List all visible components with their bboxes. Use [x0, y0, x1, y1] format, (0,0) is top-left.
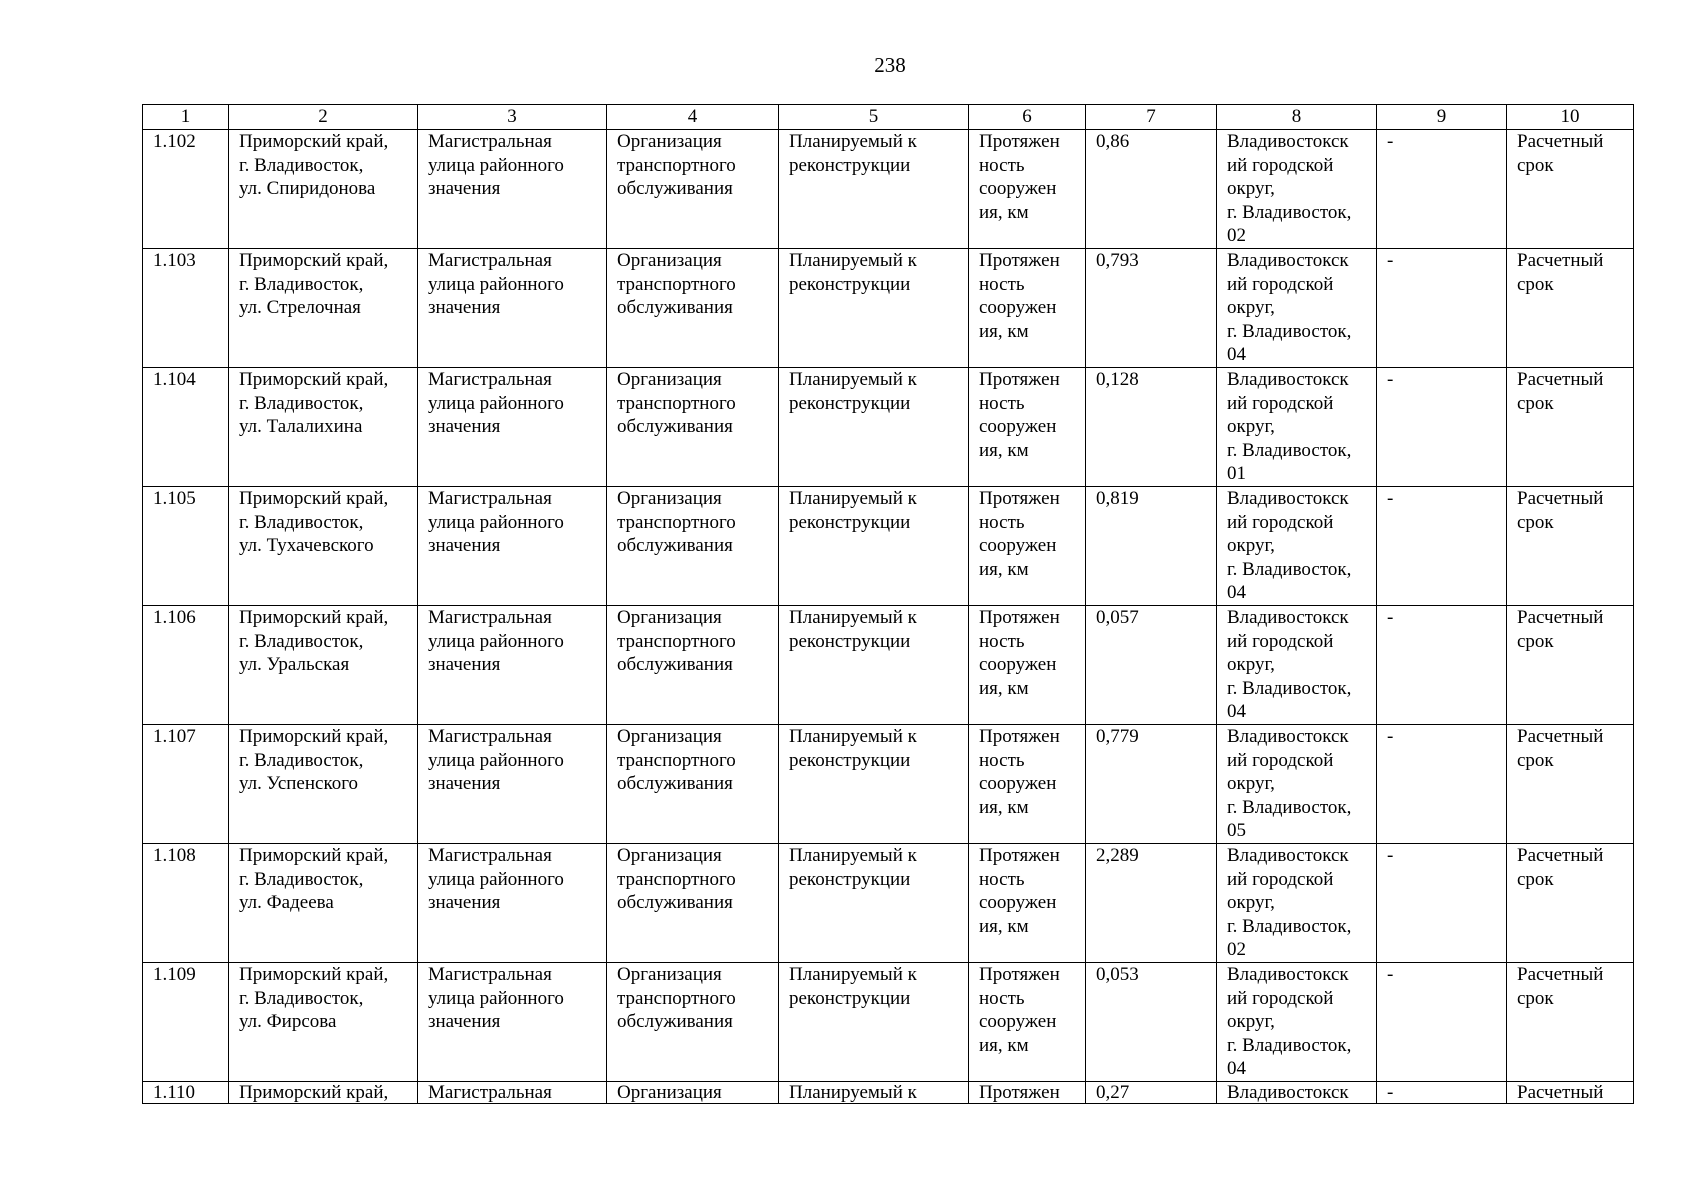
column-9-cell: - — [1377, 249, 1507, 368]
characteristic-cell: Протяжен ность сооружен ия, км — [969, 844, 1086, 963]
location-cell: Приморский край, г. Владивосток, ул. Стрелочная — [229, 249, 418, 368]
characteristic-cell: Протяжен — [969, 1082, 1086, 1104]
status-cell: Планируемый к реконструкции — [779, 368, 969, 487]
location-cell: Приморский край, — [229, 1082, 418, 1104]
table-row — [143, 844, 1634, 963]
value-cell: 2,289 — [1086, 844, 1217, 963]
purpose-cell: Организация — [607, 1082, 779, 1104]
table-row — [143, 249, 1634, 368]
location-cell: Приморский край, г. Владивосток, ул. Спиридонова — [229, 130, 418, 249]
column-9-cell: - — [1377, 606, 1507, 725]
row-number-cell: 1.106 — [143, 606, 229, 725]
column-header: 1 — [143, 105, 229, 130]
zone-cell: Владивостокск ий городской округ, г. Владивосток, 02 — [1217, 130, 1377, 249]
table-row — [143, 130, 1634, 249]
status-cell: Планируемый к реконструкции — [779, 130, 969, 249]
column-9-cell: - — [1377, 487, 1507, 606]
zone-cell: Владивостокск ий городской округ, г. Владивосток, 05 — [1217, 725, 1377, 844]
status-cell: Планируемый к реконструкции — [779, 606, 969, 725]
row-number-cell: 1.105 — [143, 487, 229, 606]
purpose-cell: Организация транспортного обслуживания — [607, 487, 779, 606]
column-9-cell: - — [1377, 844, 1507, 963]
row-number-cell: 1.104 — [143, 368, 229, 487]
value-cell: 0,86 — [1086, 130, 1217, 249]
value-cell: 0,793 — [1086, 249, 1217, 368]
table-row — [143, 963, 1634, 1082]
location-cell: Приморский край, г. Владивосток, ул. Фадеева — [229, 844, 418, 963]
column-9-cell: - — [1377, 368, 1507, 487]
column-header: 2 — [229, 105, 418, 130]
term-cell: Расчетный срок — [1507, 725, 1634, 844]
zone-cell: Владивостокск — [1217, 1082, 1377, 1104]
column-9-cell: - — [1377, 1082, 1507, 1104]
zone-cell: Владивостокск ий городской округ, г. Владивосток, 04 — [1217, 249, 1377, 368]
column-header: 5 — [779, 105, 969, 130]
purpose-cell: Организация транспортного обслуживания — [607, 249, 779, 368]
term-cell: Расчетный срок — [1507, 844, 1634, 963]
purpose-cell: Организация транспортного обслуживания — [607, 606, 779, 725]
status-cell: Планируемый к реконструкции — [779, 249, 969, 368]
value-cell: 0,819 — [1086, 487, 1217, 606]
location-cell: Приморский край, г. Владивосток, ул. Фирсова — [229, 963, 418, 1082]
column-9-cell: - — [1377, 130, 1507, 249]
object-name-cell: Магистральная улица районного значения — [418, 130, 607, 249]
term-cell: Расчетный — [1507, 1082, 1634, 1104]
characteristic-cell: Протяжен ность сооружен ия, км — [969, 606, 1086, 725]
zone-cell: Владивостокск ий городской округ, г. Владивосток, 04 — [1217, 606, 1377, 725]
object-name-cell: Магистральная улица районного значения — [418, 844, 607, 963]
status-cell: Планируемый к реконструкции — [779, 725, 969, 844]
term-cell: Расчетный срок — [1507, 130, 1634, 249]
value-cell: 0,053 — [1086, 963, 1217, 1082]
status-cell: Планируемый к — [779, 1082, 969, 1104]
term-cell: Расчетный срок — [1507, 606, 1634, 725]
term-cell: Расчетный срок — [1507, 963, 1634, 1082]
column-header: 10 — [1507, 105, 1634, 130]
row-number-cell: 1.109 — [143, 963, 229, 1082]
column-header: 4 — [607, 105, 779, 130]
purpose-cell: Организация транспортного обслуживания — [607, 368, 779, 487]
column-9-cell: - — [1377, 963, 1507, 1082]
column-number-header-row — [143, 105, 1634, 130]
value-cell: 0,057 — [1086, 606, 1217, 725]
planning-table — [142, 104, 1634, 1104]
characteristic-cell: Протяжен ность сооружен ия, км — [969, 725, 1086, 844]
column-header: 8 — [1217, 105, 1377, 130]
zone-cell: Владивостокск ий городской округ, г. Владивосток, 04 — [1217, 487, 1377, 606]
column-header: 9 — [1377, 105, 1507, 130]
status-cell: Планируемый к реконструкции — [779, 963, 969, 1082]
term-cell: Расчетный срок — [1507, 249, 1634, 368]
object-name-cell: Магистральная улица районного значения — [418, 725, 607, 844]
table-row — [143, 368, 1634, 487]
purpose-cell: Организация транспортного обслуживания — [607, 844, 779, 963]
value-cell: 0,128 — [1086, 368, 1217, 487]
table-row — [143, 725, 1634, 844]
status-cell: Планируемый к реконструкции — [779, 844, 969, 963]
location-cell: Приморский край, г. Владивосток, ул. Успенского — [229, 725, 418, 844]
column-header: 6 — [969, 105, 1086, 130]
column-header: 3 — [418, 105, 607, 130]
purpose-cell: Организация транспортного обслуживания — [607, 963, 779, 1082]
term-cell: Расчетный срок — [1507, 368, 1634, 487]
row-number-cell: 1.108 — [143, 844, 229, 963]
row-number-cell: 1.103 — [143, 249, 229, 368]
characteristic-cell: Протяжен ность сооружен ия, км — [969, 249, 1086, 368]
status-cell: Планируемый к реконструкции — [779, 487, 969, 606]
characteristic-cell: Протяжен ность сооружен ия, км — [969, 963, 1086, 1082]
location-cell: Приморский край, г. Владивосток, ул. Талалихина — [229, 368, 418, 487]
value-cell: 0,27 — [1086, 1082, 1217, 1104]
location-cell: Приморский край, г. Владивосток, ул. Тухачевского — [229, 487, 418, 606]
zone-cell: Владивостокск ий городской округ, г. Владивосток, 02 — [1217, 844, 1377, 963]
row-number-cell: 1.102 — [143, 130, 229, 249]
purpose-cell: Организация транспортного обслуживания — [607, 725, 779, 844]
page-number: 238 — [874, 53, 906, 77]
value-cell: 0,779 — [1086, 725, 1217, 844]
zone-cell: Владивостокск ий городской округ, г. Владивосток, 01 — [1217, 368, 1377, 487]
column-header: 7 — [1086, 105, 1217, 130]
object-name-cell: Магистральная улица районного значения — [418, 963, 607, 1082]
characteristic-cell: Протяжен ность сооружен ия, км — [969, 130, 1086, 249]
purpose-cell: Организация транспортного обслуживания — [607, 130, 779, 249]
characteristic-cell: Протяжен ность сооружен ия, км — [969, 368, 1086, 487]
characteristic-cell: Протяжен ность сооружен ия, км — [969, 487, 1086, 606]
column-9-cell: - — [1377, 725, 1507, 844]
object-name-cell: Магистральная улица районного значения — [418, 606, 607, 725]
term-cell: Расчетный срок — [1507, 487, 1634, 606]
table-row — [143, 487, 1634, 606]
object-name-cell: Магистральная улица районного значения — [418, 487, 607, 606]
zone-cell: Владивостокск ий городской округ, г. Владивосток, 04 — [1217, 963, 1377, 1082]
location-cell: Приморский край, г. Владивосток, ул. Уральская — [229, 606, 418, 725]
table-row — [143, 1082, 1634, 1104]
row-number-cell: 1.107 — [143, 725, 229, 844]
object-name-cell: Магистральная — [418, 1082, 607, 1104]
row-number-cell: 1.110 — [143, 1082, 229, 1104]
object-name-cell: Магистральная улица районного значения — [418, 368, 607, 487]
table-row — [143, 606, 1634, 725]
object-name-cell: Магистральная улица районного значения — [418, 249, 607, 368]
